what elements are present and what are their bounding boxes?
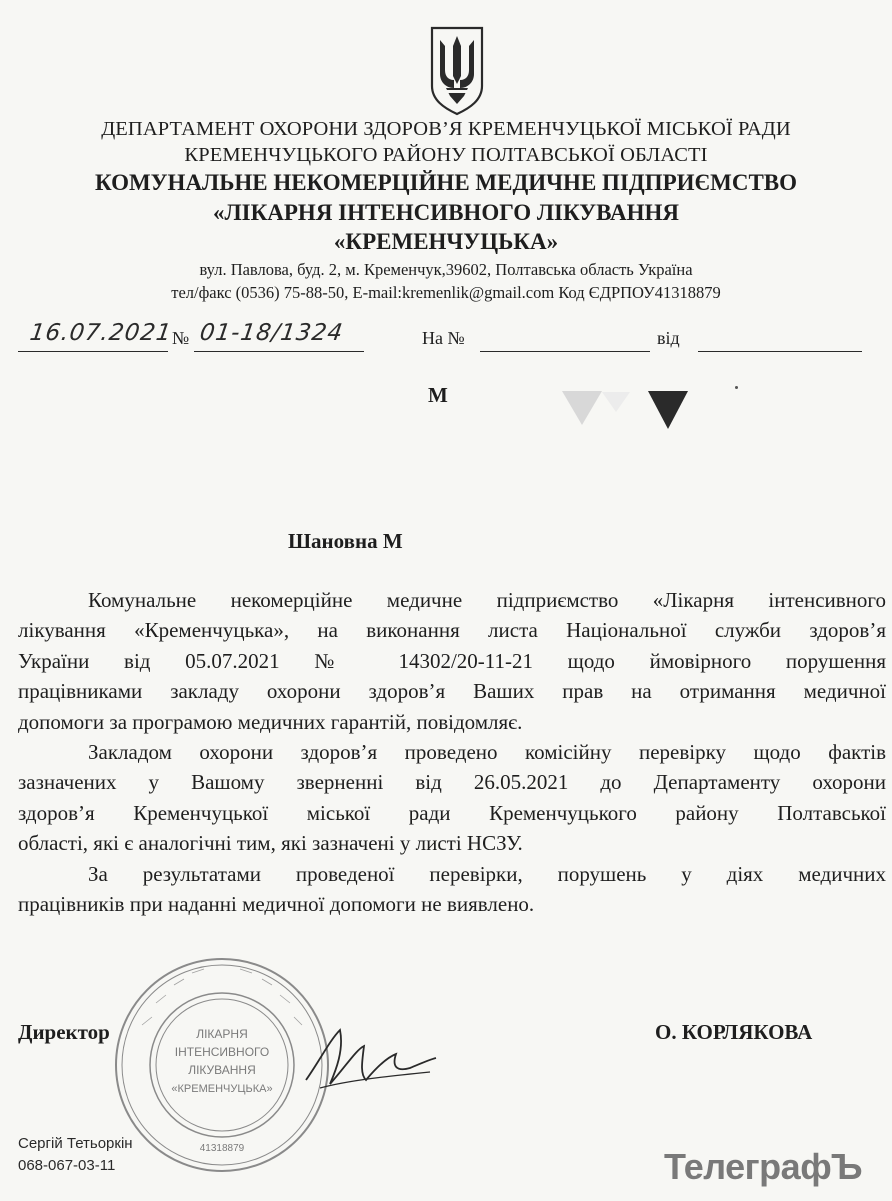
source-watermark: ТелеграфЪ — [664, 1146, 862, 1187]
signatory-title: Директор — [18, 1020, 110, 1044]
reference-row — [0, 318, 892, 358]
stamp-center-line-1: ЛІКАРНЯ — [196, 1027, 248, 1041]
signatory-name: О. КОРЛЯКОВА — [655, 1020, 813, 1044]
official-stamp — [112, 955, 332, 1175]
incoming-date-label: від — [657, 328, 680, 348]
redaction-mark — [648, 391, 688, 429]
org-name-line-2: «ЛІКАРНЯ ІНТЕНСИВНОГО ЛІКУВАННЯ — [213, 200, 679, 225]
number-label: № — [172, 328, 190, 348]
org-name-line-1: КОМУНАЛЬНЕ НЕКОМЕРЦІЙНЕ МЕДИЧНЕ ПІДПРИЄМСТВО — [94, 170, 798, 195]
stamp-center-line-2: ІНТЕНСИВНОГО — [174, 1045, 270, 1059]
body-line: Закладом охорони здоров’я проведено комісійну перевірку щодо фактів — [88, 740, 886, 765]
body-line: області, які є аналогічні тим, які зазначені у листі НСЗУ. — [18, 831, 523, 856]
body-line: працівниками закладу охорони здоров’я Ваших прав на отримання медичної — [18, 679, 886, 704]
body-line: України від 05.07.2021 № 14302/20-11-21 щодо ймовірного порушення — [18, 648, 886, 673]
department-line-1: ДЕПАРТАМЕНТ ОХОРОНИ ЗДОРОВ’Я КРЕМЕНЧУЦЬКОЇ МІСЬКОЇ РАДИ — [101, 118, 791, 140]
letter-body — [18, 585, 886, 919]
incoming-number-blank — [480, 351, 650, 352]
body-line: зазначених у Вашому зверненні від 26.05.2021 до Департаменту охорони — [18, 770, 886, 795]
executor-name: Сергій Тетьоркін — [18, 1135, 133, 1152]
executor-phone: 068-067-03-11 — [18, 1157, 116, 1174]
redaction-dot — [735, 386, 738, 389]
stamp-code: 41318879 — [199, 1143, 245, 1154]
executor-info — [18, 1133, 133, 1177]
coat-of-arms-icon — [428, 24, 486, 116]
incoming-date-blank — [698, 351, 862, 352]
org-address: вул. Павлова, буд. 2, м. Кременчук,39602, Полтавська область Україна — [199, 260, 693, 279]
department-line-2: КРЕМЕНЧУЦЬКОГО РАЙОНУ ПОЛТАВСЬКОЇ ОБЛАСТІ — [184, 144, 708, 166]
body-line: допомоги за програмою медичних гарантій, повідомляє. — [18, 709, 523, 734]
recipient-name: М — [428, 383, 448, 407]
redaction-mark — [602, 392, 630, 412]
body-line: лікування «Кременчуцька», на виконання листа Національної служби здоров’я — [18, 618, 886, 643]
outgoing-date: 16.07.2021 — [28, 320, 174, 346]
redaction-mark — [562, 391, 602, 425]
body-line: здоров’я Кременчуцької міської ради Кременчуцького району Полтавської — [18, 800, 886, 825]
org-contacts: тел/факс (0536) 75-88-50, E-mail:kremenlik@gmail.com Код ЄДРПОУ41318879 — [171, 283, 721, 302]
body-line: Комунальне некомерційне медичне підприємство «Лікарня інтенсивного — [88, 588, 886, 612]
stamp-center-line-3: ЛІКУВАННЯ — [188, 1063, 256, 1077]
org-name-line-3: «КРЕМЕНЧУЦЬКА» — [333, 229, 559, 254]
body-line: За результатами проведеної перевірки, порушень у діях медичних — [88, 861, 886, 886]
body-line: працівників при наданні медичної допомоги не виявлено. — [18, 892, 535, 917]
outgoing-number: 01-18/1324 — [198, 320, 345, 346]
stamp-center-line-4: «КРЕМЕНЧУЦЬКА» — [171, 1083, 273, 1095]
number-underline — [194, 351, 364, 352]
incoming-number-label: На № — [422, 328, 465, 348]
date-underline — [18, 351, 168, 352]
handwritten-signature — [300, 1010, 440, 1100]
salutation: Шановна М — [288, 529, 403, 553]
